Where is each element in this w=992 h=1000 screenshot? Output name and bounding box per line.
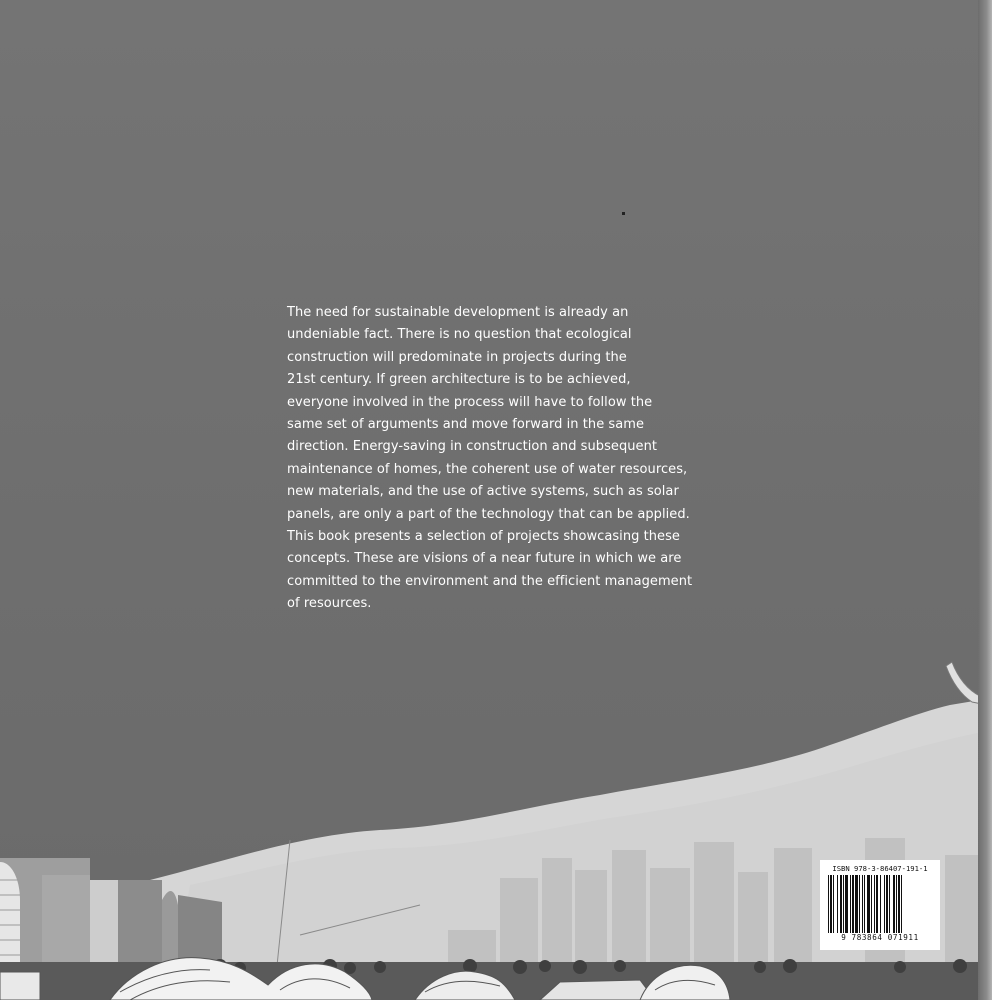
barcode-bar	[886, 875, 888, 933]
barcode-bars-icon	[826, 875, 934, 933]
blurb-line: new materials, and the use of active systems, such as solar	[287, 484, 679, 500]
barcode-bar	[855, 875, 858, 933]
blurb-line: of resources.	[287, 596, 372, 612]
barcode-bar	[893, 875, 895, 933]
blurb-line: direction. Energy-saving in construction and subsequent	[287, 439, 658, 455]
blurb-line: maintenance of homes, the coherent use of water resources,	[287, 461, 688, 477]
barcode-bar	[859, 875, 860, 933]
barcode-bar	[876, 875, 878, 933]
barcode-bar	[880, 875, 881, 933]
blurb-line: The need for sustainable development is already an	[287, 305, 629, 320]
spine-edge	[978, 0, 992, 1000]
barcode-bar	[871, 875, 872, 933]
blurb-line: 21st century. If green architecture is to be achieved,	[287, 372, 631, 388]
barcode-bar	[830, 875, 832, 933]
barcode-bar	[837, 875, 838, 933]
barcode-bar	[884, 875, 885, 933]
barcode-bar	[864, 875, 865, 933]
blurb-line: construction will predominate in projects during the	[287, 349, 627, 365]
barcode-bar	[867, 875, 870, 933]
barcode-bar	[845, 875, 848, 933]
back-cover-blurb	[287, 302, 727, 616]
blurb-line: concepts. These are visions of a near future in which we are	[287, 551, 682, 567]
ean-digits: 9 783864 071911	[841, 933, 919, 942]
blurb-line: everyone involved in the process will have to follow the	[287, 394, 653, 410]
barcode-bar	[874, 875, 875, 933]
barcode-bar	[898, 875, 900, 933]
blurb-line: panels, are only a part of the technology that can be applied.	[287, 506, 690, 522]
barcode-bar	[896, 875, 897, 933]
speck	[622, 212, 625, 215]
barcode-bar	[850, 875, 851, 933]
barcode-bar	[833, 875, 834, 933]
barcode-bar	[840, 875, 842, 933]
blurb-line: This book presents a selection of projects showcasing these	[287, 529, 680, 545]
blurb-line: committed to the environment and the efficient management	[287, 573, 693, 589]
isbn-label: ISBN 978-3-86407-191-1	[832, 864, 928, 873]
barcode-bar	[901, 875, 902, 933]
isbn-barcode	[820, 860, 940, 950]
barcode-bar	[889, 875, 890, 933]
barcode-bar	[852, 875, 854, 933]
barcode-bar	[862, 875, 863, 933]
barcode-bar	[843, 875, 844, 933]
blurb-line: same set of arguments and move forward in the same	[287, 417, 645, 433]
blurb-line: undeniable fact. There is no question that ecological	[287, 327, 632, 343]
barcode-bar	[828, 875, 829, 933]
